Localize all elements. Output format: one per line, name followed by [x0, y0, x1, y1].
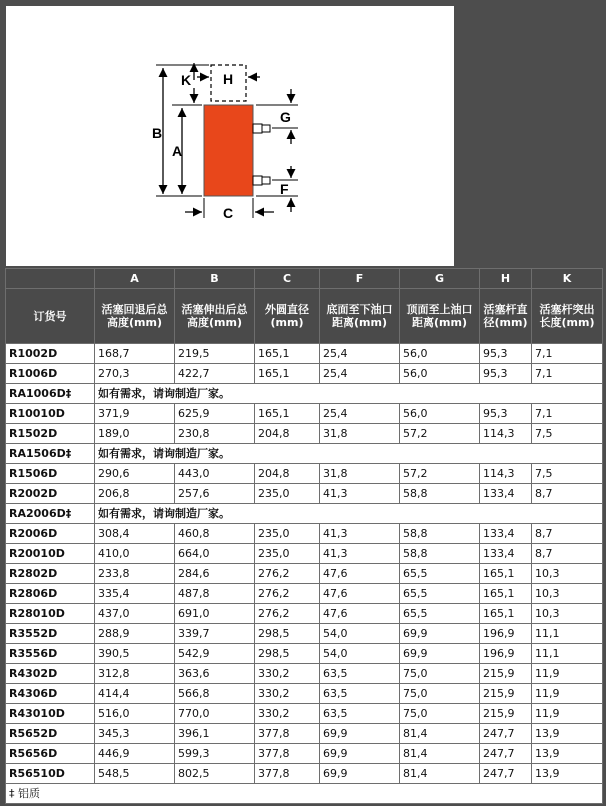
table-cell: 8,7 [532, 484, 603, 504]
table-cell: 114,3 [480, 464, 532, 484]
table-cell: 58,8 [400, 524, 480, 544]
upper-port [253, 124, 262, 133]
note-row [6, 504, 603, 524]
table-cell: 7,1 [532, 344, 603, 364]
cylinder-dimension-diagram [6, 6, 454, 266]
table-row [6, 664, 603, 684]
table-cell: 63,5 [320, 684, 400, 704]
table-cell: 230,8 [175, 424, 255, 444]
table-cell: 56,0 [400, 404, 480, 424]
model-number: R3556D [6, 644, 95, 664]
table-cell: 56,0 [400, 344, 480, 364]
table-cell: 47,6 [320, 584, 400, 604]
column-header: 活塞杆突出长度(mm) [532, 289, 603, 344]
table-cell: 599,3 [175, 744, 255, 764]
table-cell: 215,9 [480, 664, 532, 684]
table-cell: 57,2 [400, 424, 480, 444]
table-cell: 58,8 [400, 484, 480, 504]
note-text: 如有需求，请询制造厂家。 [95, 384, 603, 404]
label-f: F [280, 181, 289, 197]
column-header: 活塞回退后总高度(mm) [95, 289, 175, 344]
table-cell: 81,4 [400, 744, 480, 764]
letter-header-cell: K [532, 269, 603, 289]
table-cell: 65,5 [400, 584, 480, 604]
table-cell: 422,7 [175, 364, 255, 384]
column-header: 底面至下油口距离(mm) [320, 289, 400, 344]
table-cell: 233,8 [95, 564, 175, 584]
table-cell: 41,3 [320, 524, 400, 544]
note-text: 如有需求，请询制造厂家。 [95, 504, 603, 524]
table-cell: 25,4 [320, 364, 400, 384]
table-cell: 414,4 [95, 684, 175, 704]
cylinder-body [204, 105, 253, 196]
table-row [6, 724, 603, 744]
table-cell: 133,4 [480, 524, 532, 544]
letter-header-cell: A [95, 269, 175, 289]
note-row [6, 444, 603, 464]
table-cell: 196,9 [480, 624, 532, 644]
table-cell: 276,2 [255, 584, 320, 604]
table-cell: 13,9 [532, 744, 603, 764]
table-cell: 410,0 [95, 544, 175, 564]
model-number: RA2006D‡ [6, 504, 95, 524]
table-cell: 11,9 [532, 684, 603, 704]
table-cell: 298,5 [255, 624, 320, 644]
table-cell: 219,5 [175, 344, 255, 364]
label-c: C [223, 205, 234, 221]
model-number: RA1006D‡ [6, 384, 95, 404]
table-cell: 133,4 [480, 544, 532, 564]
table-row [6, 684, 603, 704]
table-cell: 487,8 [175, 584, 255, 604]
footnote-row [6, 784, 603, 804]
letter-header-cell: G [400, 269, 480, 289]
table-cell: 396,1 [175, 724, 255, 744]
table-cell: 69,9 [400, 624, 480, 644]
table-cell: 290,6 [95, 464, 175, 484]
table-cell: 330,2 [255, 684, 320, 704]
table-cell: 11,9 [532, 704, 603, 724]
model-number: R4302D [6, 664, 95, 684]
model-number: R1002D [6, 344, 95, 364]
table-cell: 63,5 [320, 664, 400, 684]
letter-header-cell [6, 269, 95, 289]
table-body [6, 344, 603, 784]
table-cell: 13,9 [532, 764, 603, 784]
table-cell: 47,6 [320, 564, 400, 584]
name-header-row [6, 289, 603, 344]
table-row [6, 604, 603, 624]
model-number: R1502D [6, 424, 95, 444]
table-cell: 69,9 [400, 644, 480, 664]
table-cell: 443,0 [175, 464, 255, 484]
table-cell: 95,3 [480, 404, 532, 424]
table-cell: 270,3 [95, 364, 175, 384]
table-cell: 215,9 [480, 704, 532, 724]
table-cell: 460,8 [175, 524, 255, 544]
table-row [6, 744, 603, 764]
table-cell: 235,0 [255, 484, 320, 504]
table-cell: 206,8 [95, 484, 175, 504]
table-cell: 339,7 [175, 624, 255, 644]
table-cell: 31,8 [320, 464, 400, 484]
label-k: K [181, 72, 192, 88]
table-row [6, 364, 603, 384]
table-cell: 377,8 [255, 764, 320, 784]
table-cell: 133,4 [480, 484, 532, 504]
table-cell: 377,8 [255, 724, 320, 744]
table-cell: 770,0 [175, 704, 255, 724]
table-cell: 330,2 [255, 704, 320, 724]
table-cell: 41,3 [320, 484, 400, 504]
column-header: 活塞伸出后总高度(mm) [175, 289, 255, 344]
table-cell: 10,3 [532, 584, 603, 604]
table-cell: 75,0 [400, 664, 480, 684]
letter-header-row [6, 269, 603, 289]
table-cell: 114,3 [480, 424, 532, 444]
model-number: R2002D [6, 484, 95, 504]
model-number: R1006D [6, 364, 95, 384]
table-cell: 8,7 [532, 524, 603, 544]
table-row [6, 584, 603, 604]
table-cell: 165,1 [480, 604, 532, 624]
table-cell: 65,5 [400, 604, 480, 624]
model-number: R56510D [6, 764, 95, 784]
table-cell: 235,0 [255, 544, 320, 564]
label-h: H [223, 71, 234, 87]
table-cell: 7,1 [532, 364, 603, 384]
letter-header-cell: C [255, 269, 320, 289]
table-cell: 664,0 [175, 544, 255, 564]
table-cell: 371,9 [95, 404, 175, 424]
table-cell: 276,2 [255, 604, 320, 624]
table-cell: 10,3 [532, 564, 603, 584]
table-cell: 11,1 [532, 624, 603, 644]
table-cell: 312,8 [95, 664, 175, 684]
column-header: 活塞杆直径(mm) [480, 289, 532, 344]
table-cell: 802,5 [175, 764, 255, 784]
table-cell: 566,8 [175, 684, 255, 704]
letter-header-cell: F [320, 269, 400, 289]
table-cell: 54,0 [320, 624, 400, 644]
table-cell: 69,9 [320, 764, 400, 784]
table-cell: 204,8 [255, 464, 320, 484]
lower-port [253, 176, 262, 185]
note-row [6, 384, 603, 404]
table-cell: 446,9 [95, 744, 175, 764]
table-row [6, 644, 603, 664]
label-a: A [172, 143, 183, 159]
table-cell: 7,5 [532, 464, 603, 484]
table-cell: 81,4 [400, 724, 480, 744]
letter-header-cell: H [480, 269, 532, 289]
table-cell: 25,4 [320, 404, 400, 424]
table-row [6, 344, 603, 364]
table-cell: 691,0 [175, 604, 255, 624]
table-cell: 47,6 [320, 604, 400, 624]
table-cell: 235,0 [255, 524, 320, 544]
table-row [6, 524, 603, 544]
model-number: R1506D [6, 464, 95, 484]
table-cell: 345,3 [95, 724, 175, 744]
table-cell: 95,3 [480, 344, 532, 364]
model-number: RA1506D‡ [6, 444, 95, 464]
table-cell: 95,3 [480, 364, 532, 384]
table-cell: 11,9 [532, 664, 603, 684]
specifications-table [5, 268, 602, 804]
table-cell: 298,5 [255, 644, 320, 664]
table-row [6, 764, 603, 784]
table-cell: 8,7 [532, 544, 603, 564]
table-cell: 25,4 [320, 344, 400, 364]
table-cell: 10,3 [532, 604, 603, 624]
table-cell: 516,0 [95, 704, 175, 724]
table-cell: 196,9 [480, 644, 532, 664]
model-number: R3552D [6, 624, 95, 644]
table-cell: 75,0 [400, 684, 480, 704]
note-text: 如有需求，请询制造厂家。 [95, 444, 603, 464]
model-number: R2802D [6, 564, 95, 584]
table-row [6, 424, 603, 444]
table-cell: 81,4 [400, 764, 480, 784]
model-number: R2806D [6, 584, 95, 604]
table-cell: 56,0 [400, 364, 480, 384]
table-cell: 330,2 [255, 664, 320, 684]
table-cell: 54,0 [320, 644, 400, 664]
table-cell: 215,9 [480, 684, 532, 704]
table-cell: 165,1 [255, 404, 320, 424]
table-cell: 7,5 [532, 424, 603, 444]
model-number: R2006D [6, 524, 95, 544]
table-cell: 165,1 [480, 564, 532, 584]
label-g: G [280, 109, 291, 125]
table-cell: 204,8 [255, 424, 320, 444]
table-cell: 276,2 [255, 564, 320, 584]
table-cell: 57,2 [400, 464, 480, 484]
model-number: R5652D [6, 724, 95, 744]
table-row [6, 464, 603, 484]
letter-header-cell: B [175, 269, 255, 289]
table-row [6, 484, 603, 504]
table-cell: 31,8 [320, 424, 400, 444]
table-row [6, 624, 603, 644]
table-row [6, 544, 603, 564]
table-cell: 63,5 [320, 704, 400, 724]
dimension-drawing [6, 6, 454, 266]
table-cell: 247,7 [480, 724, 532, 744]
model-number: R10010D [6, 404, 95, 424]
model-number: R43010D [6, 704, 95, 724]
table-cell: 165,1 [480, 584, 532, 604]
table-cell: 335,4 [95, 584, 175, 604]
table-cell: 69,9 [320, 724, 400, 744]
column-header: 顶面至上油口距离(mm) [400, 289, 480, 344]
model-number: R20010D [6, 544, 95, 564]
table-cell: 165,1 [255, 364, 320, 384]
table-cell: 542,9 [175, 644, 255, 664]
table-cell: 308,4 [95, 524, 175, 544]
column-header: 外圆直径(mm) [255, 289, 320, 344]
table-cell: 69,9 [320, 744, 400, 764]
table-cell: 11,1 [532, 644, 603, 664]
table-cell: 13,9 [532, 724, 603, 744]
table-cell: 625,9 [175, 404, 255, 424]
model-number: R5656D [6, 744, 95, 764]
model-number: R28010D [6, 604, 95, 624]
table-cell: 363,6 [175, 664, 255, 684]
footnote: ‡ 铝质 [6, 784, 603, 804]
table-row [6, 564, 603, 584]
table-cell: 7,1 [532, 404, 603, 424]
table-cell: 247,7 [480, 764, 532, 784]
table-cell: 165,1 [255, 344, 320, 364]
table-cell: 288,9 [95, 624, 175, 644]
table-cell: 65,5 [400, 564, 480, 584]
model-number: R4306D [6, 684, 95, 704]
table-cell: 548,5 [95, 764, 175, 784]
table-row [6, 404, 603, 424]
table-cell: 437,0 [95, 604, 175, 624]
table-cell: 168,7 [95, 344, 175, 364]
column-header: 订货号 [6, 289, 95, 344]
table-cell: 75,0 [400, 704, 480, 724]
table-cell: 189,0 [95, 424, 175, 444]
table-cell: 390,5 [95, 644, 175, 664]
table-cell: 247,7 [480, 744, 532, 764]
label-b: B [152, 125, 163, 141]
table-cell: 284,6 [175, 564, 255, 584]
table-cell: 377,8 [255, 744, 320, 764]
table-cell: 58,8 [400, 544, 480, 564]
table-cell: 41,3 [320, 544, 400, 564]
table-row [6, 704, 603, 724]
table-cell: 257,6 [175, 484, 255, 504]
